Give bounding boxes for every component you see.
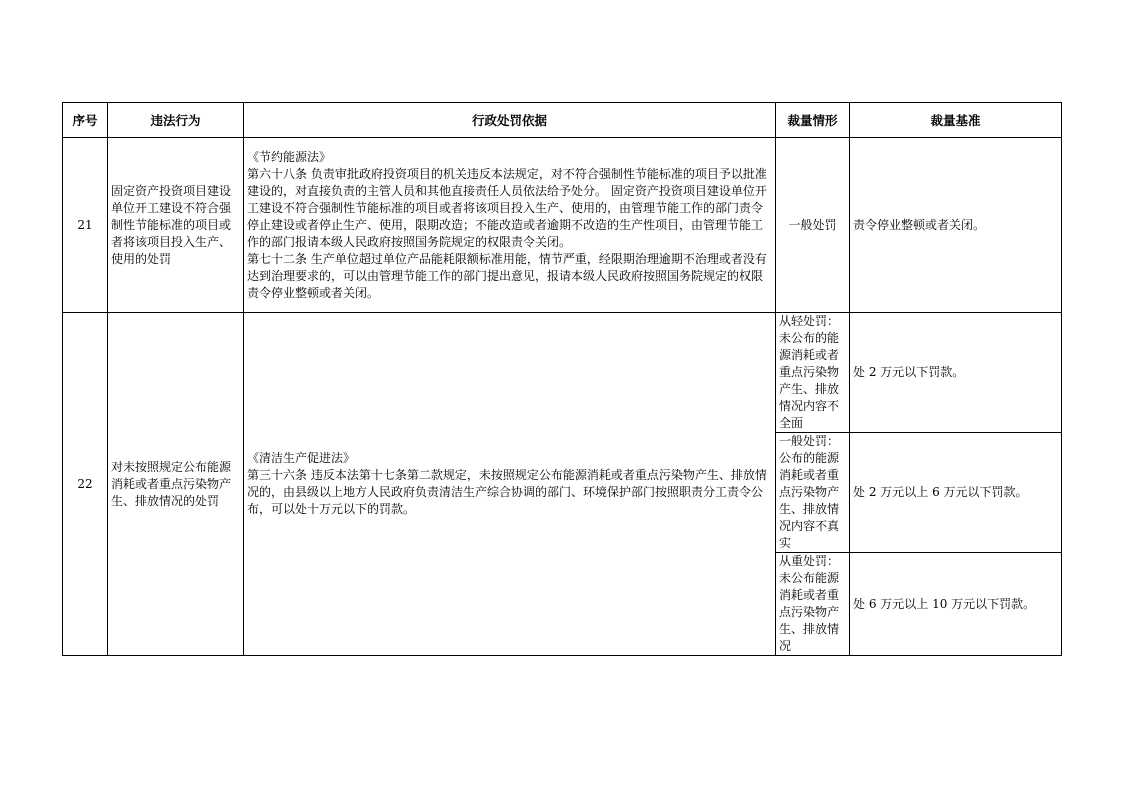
violation-act: 固定资产投资项目建设单位开工建设不符合强制性节能标准的项目或者将该项目投入生产、使用的处罚 — [108, 138, 244, 313]
header-no: 序号 — [63, 103, 108, 138]
discretion-standard: 责令停业整顿或者关闭。 — [850, 138, 1062, 313]
penalty-table — [62, 102, 1062, 656]
discretion-situation: 一般处罚 — [776, 138, 850, 313]
header-row — [63, 103, 1062, 138]
situation-text: 一般处罚：公布的能源消耗或者重点污染物产生、排放情况内容不真实 — [779, 434, 840, 550]
basis-law-title: 《节约能源法》 — [247, 149, 332, 164]
header-basis: 行政处罚依据 — [244, 103, 776, 138]
situation-text: 从轻处罚：未公布的能源消耗或者重点污染物产生、排放情况内容不全面 — [779, 314, 840, 430]
table-row — [63, 313, 1062, 433]
situation-text: 从重处罚：未公布能源消耗或者重点污染物产生、排放情况 — [779, 554, 840, 653]
discretion-situation — [776, 313, 850, 433]
discretion-standard: 处 2 万元以上 6 万元以下罚款。 — [850, 433, 1062, 553]
penalty-basis — [244, 138, 776, 313]
discretion-standard: 处 6 万元以上 10 万元以下罚款。 — [850, 553, 1062, 656]
violation-act: 对未按照规定公布能源消耗或者重点污染物产生、排放情况的处罚 — [108, 313, 244, 656]
basis-law-title: 《清洁生产促进法》 — [247, 451, 356, 465]
basis-article: 第三十六条 违反本法第十七条第二款规定，未按照规定公布能源消耗或者重点污染物产生、排放情况的，由县级以上地方人民政府负责清洁生产综合协调的部门、环境保护部门按照职责分工责令公布，可以处十万元以下的罚款。 — [247, 468, 767, 516]
basis-article: 第六十八条 负责审批政府投资项目的机关违反本法规定，对不符合强制性节能标准的项目予以批准建设的，对直接负责的主管人员和其他直接责任人员依法给予处分。 固定资产投资项目建设单位开工建设不符合强制性节能标准的项目或者将该项目投入生产、使用的，由管理节能工作的部门责令停止建设或者停止生产、使用，限期改造；不能改造或者逾期不改造的生产性项目，由管理节能工作的部门报请本级人民政府按照国务院规定的权限责令关闭。 — [247, 166, 767, 249]
header-standard: 裁量基准 — [850, 103, 1062, 138]
discretion-situation — [776, 553, 850, 656]
discretion-situation — [776, 433, 850, 553]
row-number: 22 — [63, 313, 108, 656]
row-number: 21 — [63, 138, 108, 313]
penalty-basis — [244, 313, 776, 656]
header-act: 违法行为 — [108, 103, 244, 138]
discretion-standard: 处 2 万元以下罚款。 — [850, 313, 1062, 433]
table-row — [63, 138, 1062, 313]
header-situation: 裁量情形 — [776, 103, 850, 138]
basis-article: 第七十二条 生产单位超过单位产品能耗限额标准用能，情节严重，经限期治理逾期不治理或者没有达到治理要求的，可以由管理节能工作的部门提出意见，报请本级人民政府按照国务院规定的权限责令停业整顿或者关闭。 — [247, 251, 767, 300]
